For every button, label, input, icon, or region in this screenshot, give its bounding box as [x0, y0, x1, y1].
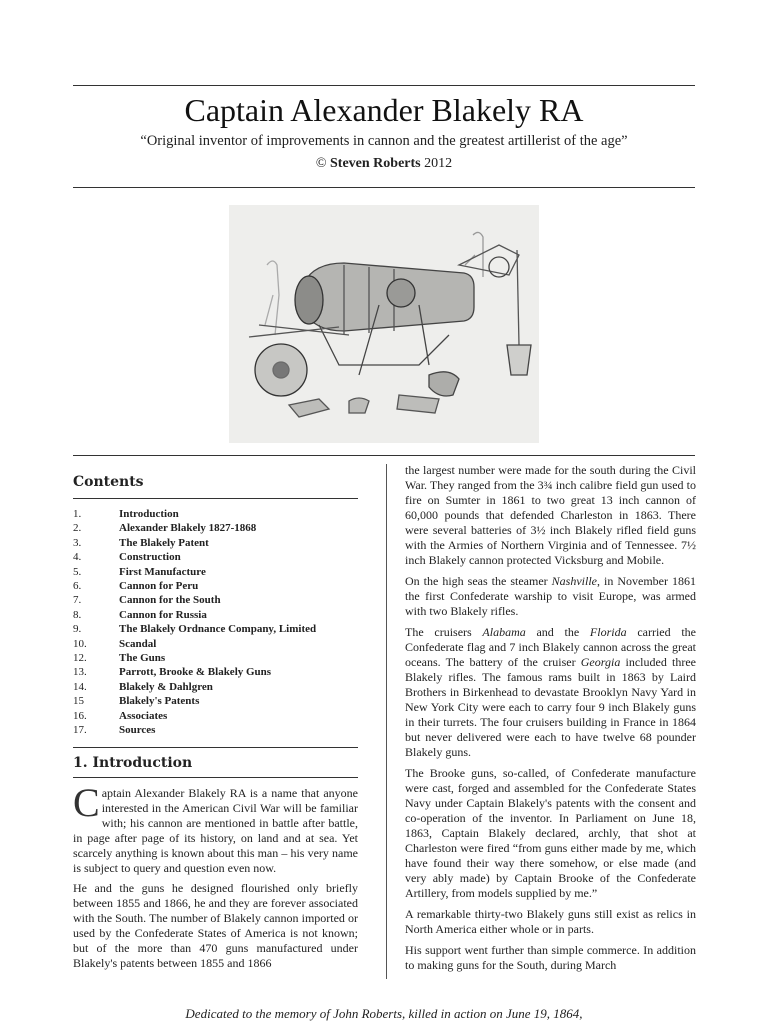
document-title: Captain Alexander Blakely RA: [184, 92, 584, 128]
toc-item[interactable]: 4. Construction: [73, 551, 181, 564]
author-name: Steven Roberts: [330, 156, 421, 171]
publication-year: 2012: [424, 156, 453, 171]
body-paragraph-6: His support went further than simple commerce. In addition to making guns for the South, during March: [405, 943, 696, 972]
epigraph-quote: “Original inventor of improvements in cannon and the greatest artillerist of the age”: [140, 133, 628, 149]
contents-rule: [73, 498, 358, 499]
toc-item[interactable]: 3. The Blakely Patent: [73, 536, 209, 549]
cannon-illustration: [229, 205, 539, 443]
toc-item[interactable]: 8. Cannon for Russia: [73, 608, 207, 621]
left-column: [73, 470, 358, 976]
drop-cap: C: [73, 779, 100, 825]
right-column: [405, 463, 696, 979]
section-rule: [73, 777, 358, 778]
intro-paragraph-1: Captain Alexander Blakely RA is a name that anyone interested in the American Civil War will be familiar with; his cannon are mentioned in battle after battle, in page after page of its history, on land and at sea. Yet scarcely anything is known about this man – his very name is subject to query and question even now.: [73, 779, 358, 875]
toc-item[interactable]: 5. First Manufacture: [73, 565, 206, 578]
illustration-bottom-rule: [73, 455, 695, 456]
toc-item[interactable]: 16. Associates: [73, 709, 168, 722]
section-heading-introduction: 1. Introduction: [73, 754, 193, 771]
column-divider: [386, 464, 387, 979]
ship-name: Georgia: [580, 655, 621, 669]
contents-heading: Contents: [73, 474, 144, 490]
toc-item[interactable]: 1. Introduction: [73, 508, 179, 520]
body-paragraph-4: The Brooke guns, so-called, of Confederate manufacture were cast, forged and assembled for the Confederate States Navy under Captain Blakely's patents with the consent and co-operation of the inventor. In Parliament on June 18, 1863, Captain Blakely declared, archly, that shot at Charleston were fired “from guns either made by me, which have found their way there somehow, or else made (and very ably made) by Captain Brooke of the Confederate Artillery, from models supplied by me.”: [405, 766, 696, 900]
byline: [0, 156, 768, 172]
ship-name: Florida: [589, 625, 627, 639]
body-paragraph-2: On the high seas the steamer Nashville, in November 1861 the first Confederate warship to visit Europe, was armed with two Blakely rifles.: [405, 574, 697, 618]
toc-item[interactable]: 10. Scandal: [73, 637, 157, 650]
header-bottom-rule: [73, 187, 695, 188]
toc-item[interactable]: 2. Alexander Blakely 1827-1868: [73, 522, 257, 535]
toc-item[interactable]: 6. Cannon for Peru: [73, 580, 199, 593]
toc-item[interactable]: 12. The Guns: [73, 652, 166, 665]
ship-name: Alabama: [482, 625, 526, 639]
body-paragraph-1: the largest number were made for the south during the Civil War. They ranged from the 3¾ inch calibre field gun used to fire on Sumter in 1861 to two great 13 inch cannon of 60,000 pounds that defended Charleston in 1863. There were several batteries of 3½ inch Blakely rifled field guns with the Armies of Northern Virginia and of Tennessee. 7½ inch Blakely cannon protected Vicksburg and Mobile.: [405, 463, 696, 567]
contents-bottom-rule: [73, 747, 358, 748]
body-paragraph-3: The cruisers Alabama and the Florida carried the Confederate flag and 7 inch Blakely cannon across the great oceans. The battery of the cruiser Georgia included three Blakely rifles. The famous rams built in 1863 by Laird Brothers in Birkenhead to devastate Brooklyn Navy Yard in New York City were each to carry four 9 inch Blakely guns in their turrets. The four cruisers building in France in 1864 but never delivered were each to have twelve 68 pounder Blakely guns.: [405, 625, 696, 759]
toc-item[interactable]: 14. Blakely & Dahlgren: [73, 680, 213, 693]
intro-paragraph-2: He and the guns he designed flourished only briefly between 1855 and 1866, he and they are forever associated with the South. The number of Blakely cannon imported or used by the Confederate States of America is not known; but of the more than 470 guns manufactured under Blakely's patents between 1855 and 1866: [73, 880, 358, 970]
dedication-footer: Dedicated to the memory of John Roberts, killed in action on June 19, 1864,: [185, 1006, 583, 1021]
toc-item[interactable]: 13. Parrott, Brooke & Blakely Guns: [73, 666, 272, 679]
toc-item[interactable]: 17. Sources: [73, 724, 156, 737]
top-rule: [73, 85, 695, 86]
toc-item[interactable]: 9. The Blakely Ordnance Company, Limited: [73, 623, 317, 636]
body-paragraph-5: A remarkable thirty-two Blakely guns still exist as relics in North America either whole or in parts.: [405, 907, 696, 936]
copyright-symbol: ©: [315, 156, 327, 171]
toc-item[interactable]: 15 Blakely's Patents: [73, 695, 200, 708]
ship-name: Nashville: [551, 574, 597, 588]
toc-item[interactable]: 7. Cannon for the South: [73, 594, 221, 607]
contents-list: [73, 507, 358, 738]
